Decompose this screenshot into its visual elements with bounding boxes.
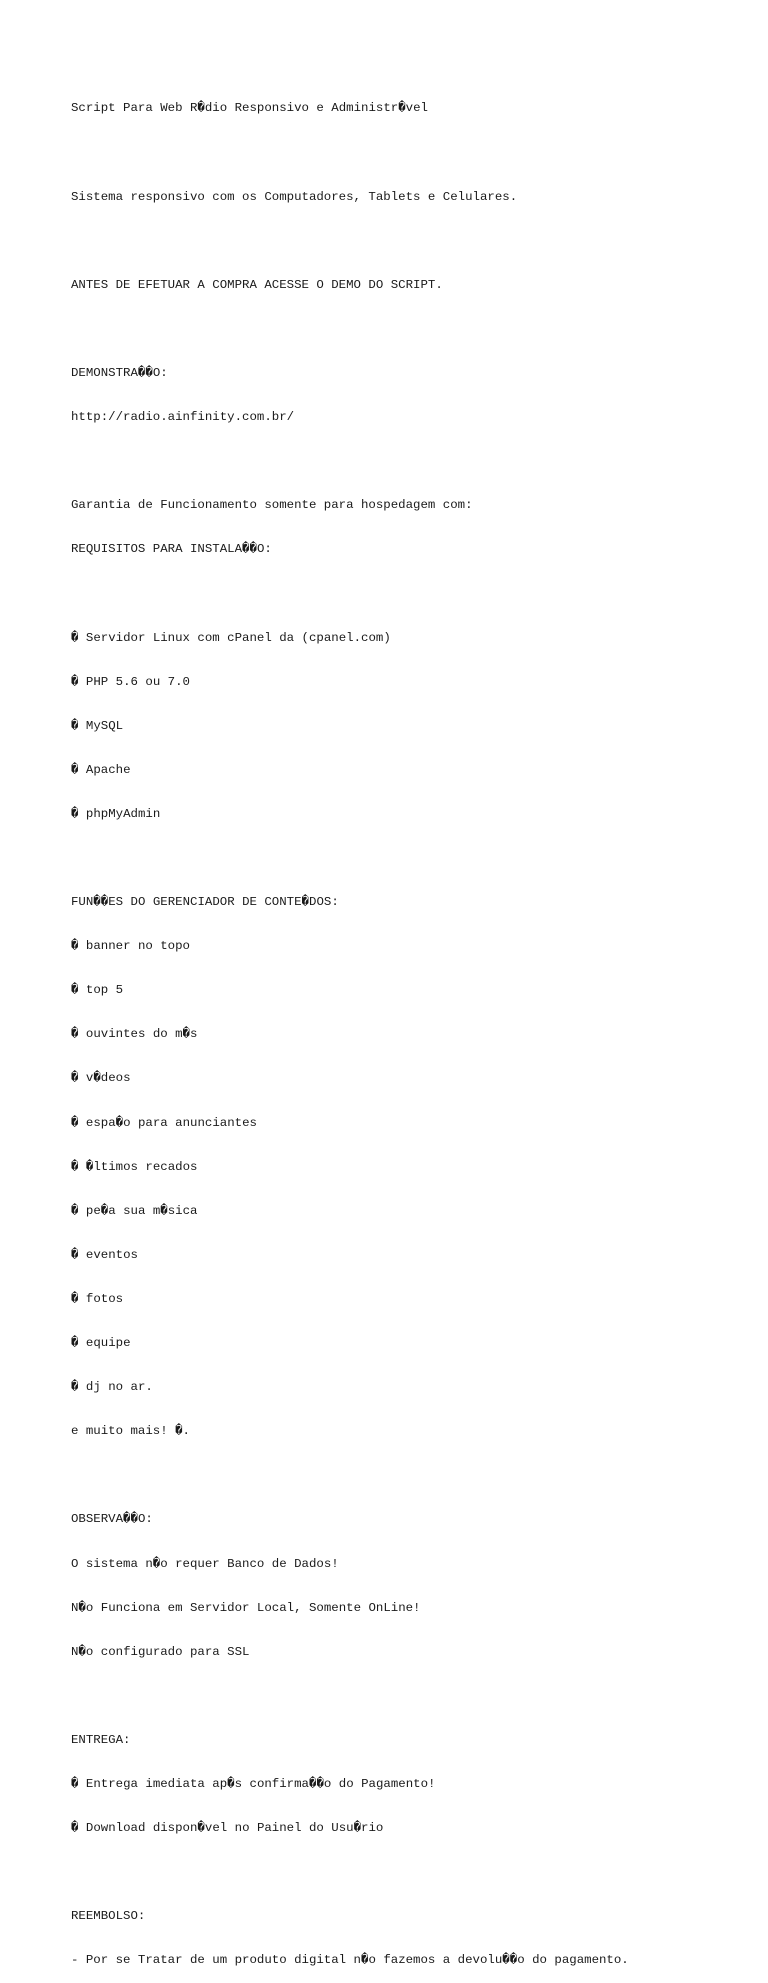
spacer bbox=[71, 1689, 751, 1704]
function-item: � banner no topo bbox=[71, 939, 190, 954]
spacer bbox=[71, 1468, 751, 1483]
function-item: � top 5 bbox=[71, 983, 124, 998]
demo-heading: DEMONSTRA��O: bbox=[71, 365, 168, 380]
requirement-item: � phpMyAdmin bbox=[71, 806, 161, 821]
demo-url: http://radio.ainfinity.com.br/ bbox=[71, 410, 295, 425]
observation-line: N�o configurado para SSL bbox=[71, 1644, 250, 1659]
requirement-item: � Servidor Linux com cPanel da (cpanel.com) bbox=[71, 630, 391, 645]
function-item: � v�deos bbox=[71, 1071, 131, 1086]
spacer bbox=[71, 146, 751, 161]
spacer bbox=[71, 234, 751, 249]
function-item: � fotos bbox=[71, 1291, 124, 1306]
document-title: Script Para Web R�dio Responsivo e Administr�vel bbox=[71, 101, 428, 116]
requirements-heading: REQUISITOS PARA INSTALA��O: bbox=[71, 542, 272, 557]
function-item: � espa�o para anunciantes bbox=[71, 1115, 257, 1130]
delivery-line: � Entrega imediata ap�s confirma��o do Pagamento! bbox=[71, 1776, 436, 1791]
function-item: � �ltimos recados bbox=[71, 1159, 198, 1174]
spacer bbox=[71, 322, 751, 337]
spacer bbox=[71, 1865, 751, 1880]
function-item: � ouvintes do m�s bbox=[71, 1027, 198, 1042]
refund-text: - Por se Tratar de um produto digital n�o fazemos a devolu��o do pagamento. bbox=[71, 1953, 629, 1968]
requirement-item: � Apache bbox=[71, 762, 131, 777]
functions-heading: FUN��ES DO GERENCIADOR DE CONTE�DOS: bbox=[71, 895, 339, 910]
spacer bbox=[71, 454, 751, 469]
functions-more: e muito mais! �. bbox=[71, 1424, 190, 1439]
document-subtitle: Sistema responsivo com os Computadores, Tablets e Celulares. bbox=[71, 189, 518, 204]
observation-line: O sistema n�o requer Banco de Dados! bbox=[71, 1556, 339, 1571]
function-item: � eventos bbox=[71, 1247, 138, 1262]
function-item: � equipe bbox=[71, 1336, 131, 1351]
spacer bbox=[71, 586, 751, 601]
document-body bbox=[71, 72, 751, 1983]
refund-heading: REEMBOLSO: bbox=[71, 1909, 146, 1924]
observation-heading: OBSERVA��O: bbox=[71, 1512, 153, 1527]
guarantee-text: Garantia de Funcionamento somente para hospedagem com: bbox=[71, 498, 473, 513]
requirement-item: � MySQL bbox=[71, 718, 124, 733]
delivery-heading: ENTREGA: bbox=[71, 1732, 131, 1747]
demo-notice: ANTES DE EFETUAR A COMPRA ACESSE O DEMO DO SCRIPT. bbox=[71, 277, 443, 292]
requirement-item: � PHP 5.6 ou 7.0 bbox=[71, 674, 190, 689]
observation-line: N�o Funciona em Servidor Local, Somente OnLine! bbox=[71, 1600, 421, 1615]
delivery-line: � Download dispon�vel no Painel do Usu�rio bbox=[71, 1821, 384, 1836]
function-item: � dj no ar. bbox=[71, 1380, 153, 1395]
function-item: � pe�a sua m�sica bbox=[71, 1203, 198, 1218]
spacer bbox=[71, 851, 751, 866]
